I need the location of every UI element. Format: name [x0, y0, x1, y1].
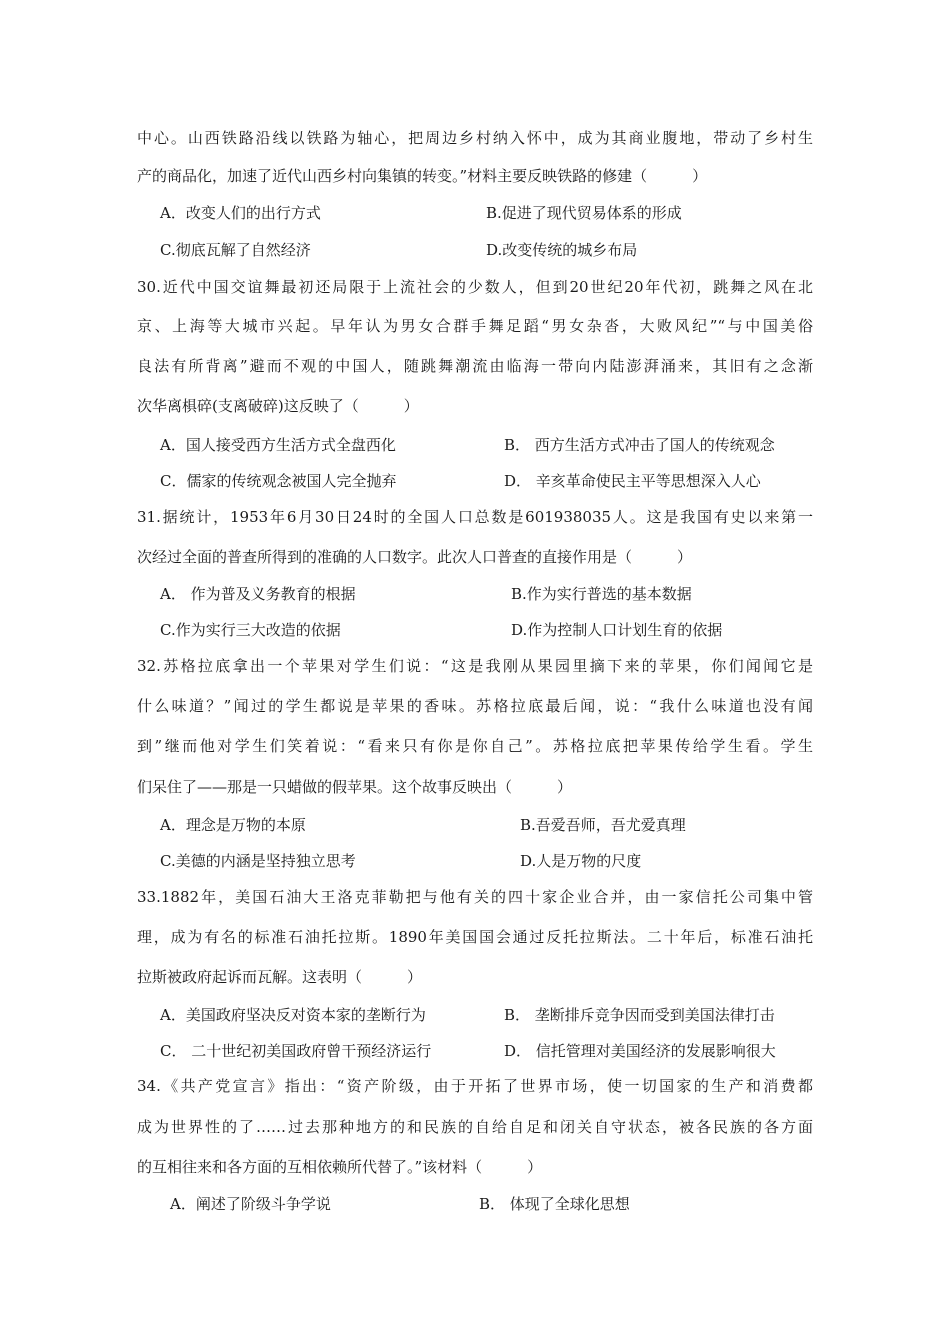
question-text-line: 京、上海等大城市兴起。早年认为男女合群手舞足蹈“男女杂沓，大败风纪”“与中国美俗	[137, 317, 813, 335]
question-text-line: 中心。山西铁路沿线以铁路为轴心，把周边乡村纳入怀中，成为其商业腹地，带动了乡村生	[137, 129, 813, 147]
question-text-line: 的互相往来和各方面的互相依赖所代替了。”该材料（ ）	[137, 1158, 543, 1176]
option-b: B． 西方生活方式冲击了国人的传统观念	[504, 436, 775, 454]
option-c: C． 二十世纪初美国政府曾干预经济运行	[160, 1042, 432, 1060]
option-a: A．阐述了阶级斗争学说	[170, 1195, 331, 1213]
question-text-line: 33.1882年，美国石油大王洛克菲勒把与他有关的四十家企业合并，由一家信托公司集中管	[137, 888, 813, 906]
option-d: D.改变传统的城乡布局	[486, 241, 638, 259]
question-text-line: 30.近代中国交谊舞最初还局限于上流社会的少数人，但到20世纪20年代初，跳舞之风在北	[137, 278, 813, 296]
option-a: A．理念是万物的本原	[160, 816, 306, 834]
option-b: B． 体现了全球化思想	[479, 1195, 630, 1213]
option-c: C.彻底瓦解了自然经济	[160, 241, 311, 259]
question-text-line: 34.《共产党宣言》指出：“资产阶级，由于开拓了世界市场，使一切国家的生产和消费都	[137, 1077, 813, 1095]
question-text-line: 什么味道？”闻过的学生都说是苹果的香味。苏格拉底最后闻，说：“我什么味道也没有闻	[137, 697, 813, 715]
option-a: A．改变人们的出行方式	[160, 204, 321, 222]
question-text-line: 成为世界性的了……过去那种地方的和民族的自给自足和闭关自守状态，被各民族的各方面	[137, 1118, 813, 1136]
option-a: A． 作为普及义务教育的根据	[160, 585, 356, 603]
option-b: B.促进了现代贸易体系的形成	[486, 204, 682, 222]
option-b: B.吾爱吾师，吾尤爱真理	[520, 816, 686, 834]
question-text-line: 次经过全面的普查所得到的准确的人口数字。此次人口普查的直接作用是（ ）	[137, 548, 693, 566]
option-d: D.人是万物的尺度	[520, 852, 642, 870]
question-text-line: 们呆住了——那是一只蜡做的假苹果。这个故事反映出（ ）	[137, 778, 573, 796]
option-d: D.作为控制人口计划生育的依据	[511, 621, 723, 639]
question-text-line: 32.苏格拉底拿出一个苹果对学生们说：“这是我刚从果园里摘下来的苹果，你们闻闻它是	[137, 657, 813, 675]
question-text-line: 产的商品化，加速了近代山西乡村向集镇的转变。”材料主要反映铁路的修建（ ）	[137, 167, 708, 185]
question-text-line: 理，成为有名的标准石油托拉斯。1890年美国国会通过反托拉斯法。二十年后，标准石油托	[137, 928, 813, 946]
option-a: A．美国政府坚决反对资本家的垄断行为	[160, 1006, 426, 1024]
option-c: C.美德的内涵是坚持独立思考	[160, 852, 356, 870]
question-text-line: 拉斯被政府起诉而瓦解。这表明（ ）	[137, 968, 423, 986]
question-text-line: 31.据统计，1953年6月30日24时的全国人口总数是601938035人。这是我国有史以来第一	[137, 508, 813, 526]
option-c: C.作为实行三大改造的依据	[160, 621, 341, 639]
option-a: A．国人接受西方生活方式全盘西化	[160, 436, 396, 454]
option-b: B.作为实行普选的基本数据	[511, 585, 692, 603]
question-text-line: 次华离椇碎(支离破碎)这反映了（ ）	[137, 397, 419, 415]
option-c: C．儒家的传统观念被国人完全抛弃	[160, 472, 397, 490]
option-d: D． 辛亥革命使民主平等思想深入人心	[504, 472, 761, 490]
question-text-line: 到”继而他对学生们笑着说：“看来只有你是你自己”。苏格拉底把苹果传给学生看。学生	[137, 737, 813, 755]
option-b: B． 垄断排斥竞争因而受到美国法律打击	[504, 1006, 775, 1024]
question-text-line: 良法有所背离”避而不观的中国人，随跳舞潮流由临海一带向内陆澎湃涌来，其旧有之念渐	[137, 357, 813, 375]
option-d: D． 信托管理对美国经济的发展影响很大	[504, 1042, 776, 1060]
